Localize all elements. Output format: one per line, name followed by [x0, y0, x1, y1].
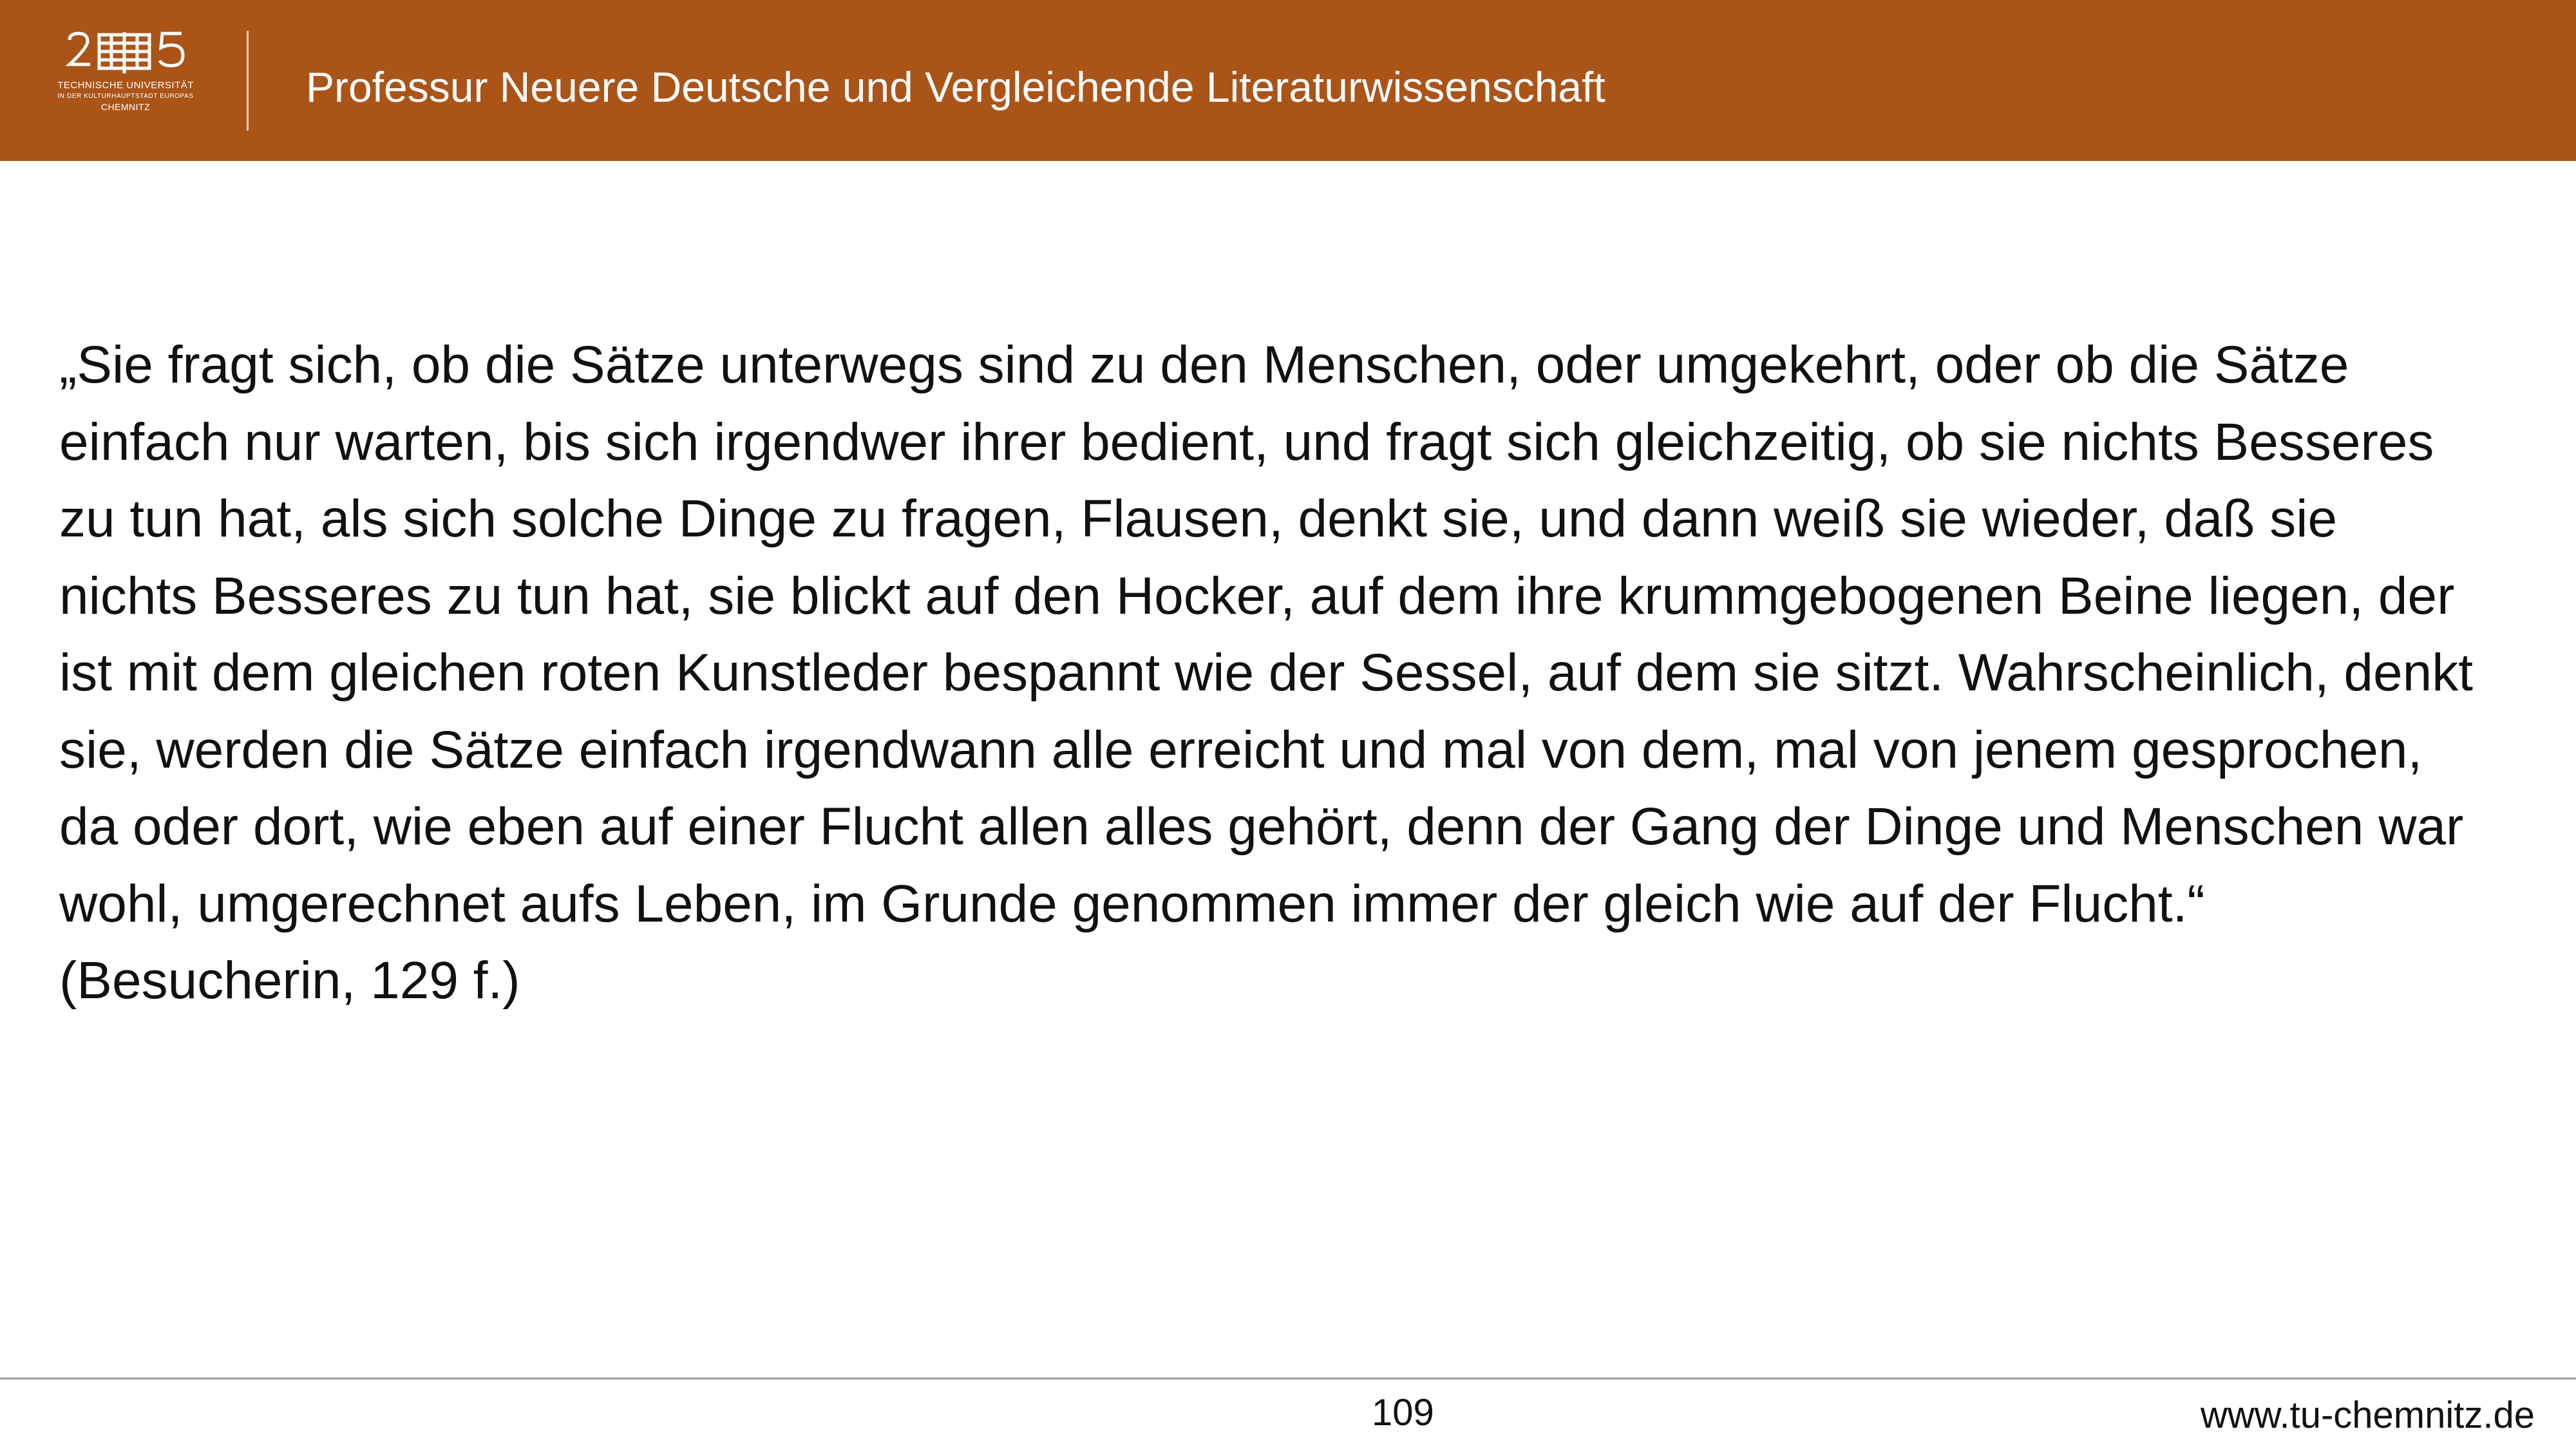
quote-citation: (Besucherin, 129 f.) — [59, 951, 520, 1010]
quote-line: da oder dort, wie eben auf einer Flucht allen alles gehört, denn der Gang der Dinge und Menschen war — [59, 797, 2464, 856]
footer-divider — [0, 1378, 2576, 1379]
header-bar — [0, 0, 2576, 161]
quote-line: nichts Besseres zu tun hat, sie blickt auf den Hocker, auf dem ihre krummgebogenen Beine liegen, der — [59, 566, 2455, 625]
logo-text-line3: CHEMNITZ — [100, 102, 151, 112]
page-title: Professur Neuere Deutsche und Vergleichende Literaturwissenschaft — [306, 63, 1605, 111]
quote-block — [59, 327, 2545, 1019]
logo-text-line2: IN DER KULTURHAUPTSTADT EUROPAS — [57, 93, 194, 100]
tu-chemnitz-logo — [35, 31, 216, 134]
page-number: 109 — [1372, 1392, 1434, 1434]
tuc-logo-mark-icon — [64, 31, 187, 76]
quote-line: zu tun hat, als sich solche Dinge zu fragen, Flausen, denkt sie, und dann weiß sie wieder, daß sie — [59, 489, 2338, 548]
quote-line: sie, werden die Sätze einfach irgendwann alle erreicht und mal von dem, mal von jenem gesprochen, — [59, 720, 2423, 779]
quote-line: wohl, umgerechnet aufs Leben, im Grunde genommen immer der gleich wie auf der Flucht.“ — [59, 874, 2205, 933]
quote-line: ist mit dem gleichen roten Kunstleder bespannt wie der Sessel, auf dem sie sitzt. Wahrscheinlich, denkt — [59, 643, 2474, 702]
logo-text-line1: TECHNISCHE UNIVERSITÄT — [57, 80, 194, 91]
header-divider — [247, 31, 249, 131]
quote-line: „Sie fragt sich, ob die Sätze unterwegs sind zu den Menschen, oder umgekehrt, oder ob die Sätze — [59, 336, 2349, 394]
footer-url: www.tu-chemnitz.de — [2201, 1394, 2535, 1436]
quote-line: einfach nur warten, bis sich irgendwer ihrer bedient, und fragt sich gleichzeitig, ob sie nichts Besseres — [59, 412, 2434, 471]
